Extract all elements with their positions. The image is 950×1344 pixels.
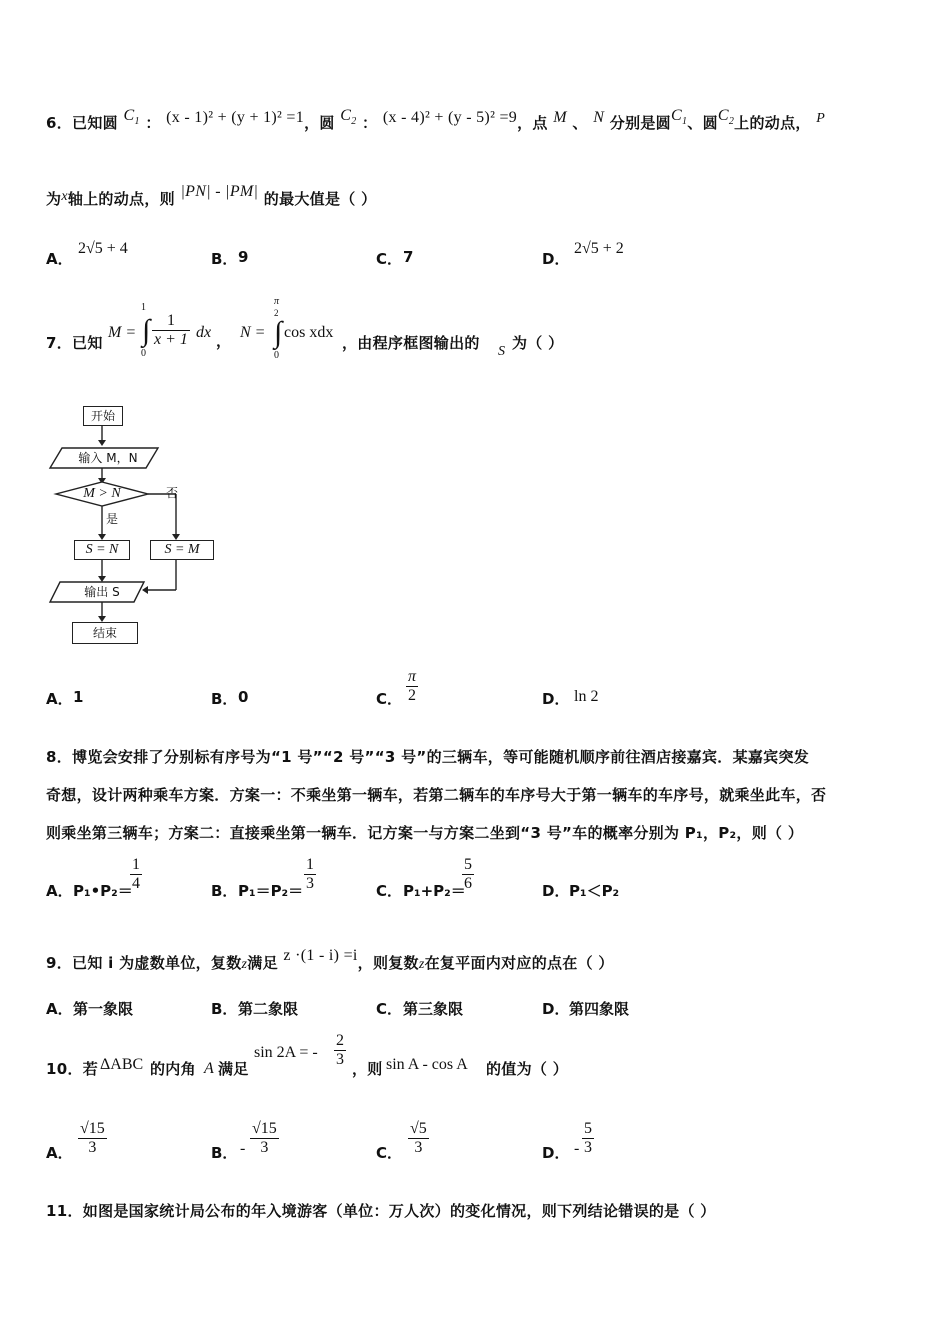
- q6-line2-c: 的最大值是（ ）: [263, 190, 377, 208]
- q8-option-d-label: D．: [542, 882, 570, 900]
- q6-c1b: C: [670, 107, 682, 124]
- q10-option-c: [408, 1120, 429, 1157]
- q8-option-a-expr: P₁•P₂＝: [73, 882, 133, 900]
- q10-option-d: [582, 1120, 594, 1157]
- q6-eq1: (x - 1)² + (y + 1)² =1: [166, 109, 305, 126]
- q9-option-a-label: A．: [46, 1000, 73, 1018]
- flowchart-output: 输出 S: [84, 585, 120, 599]
- q7-comma: ，: [216, 332, 232, 350]
- q8-option-c-frac: [462, 856, 474, 893]
- q6-c2b-sub: 2: [728, 116, 735, 128]
- q6-option-d: 2√5 + 2: [574, 240, 624, 257]
- q10-text-e: 的值为（ ）: [486, 1060, 569, 1078]
- q8-option-b-den: 3: [306, 875, 314, 892]
- flowchart: [40, 400, 240, 650]
- q6-text6: 上的动点，: [734, 114, 811, 132]
- q9-z2: z: [418, 957, 425, 972]
- q6-line2-a: 为: [46, 190, 62, 208]
- q6-option-b-label: B．: [211, 250, 238, 268]
- q10-stem: [46, 1032, 906, 1082]
- q8-option-a-frac: [130, 856, 142, 893]
- q10-frac: [334, 1032, 346, 1069]
- q10-option-d-sign: -: [574, 1140, 580, 1157]
- q7-options: [46, 668, 906, 710]
- q7-option-a: 1: [73, 688, 84, 706]
- q6-N: N: [593, 109, 605, 126]
- q10-option-a-label: A．: [46, 1144, 73, 1162]
- q8-option-c-den: 6: [464, 875, 472, 892]
- q6-text3: ，点: [517, 114, 548, 132]
- q8-option-b-expr: P₁＝P₂＝: [238, 882, 304, 900]
- q10-text-a: 10．若: [46, 1060, 99, 1078]
- q10-option-b: [250, 1120, 279, 1157]
- q10-frac-den: 3: [336, 1051, 344, 1068]
- q8-option-a-label: A．: [46, 882, 73, 900]
- q6-c1b-sub: 1: [681, 116, 688, 128]
- q10-option-c-label: C．: [376, 1144, 403, 1162]
- flowchart-yes-label: 是: [106, 512, 119, 526]
- q6-option-a-label: A．: [46, 250, 73, 268]
- q7-M: M =: [108, 324, 137, 341]
- q10-A: A: [204, 1060, 214, 1077]
- q7-frac-num: 1: [152, 312, 190, 331]
- q6-option-b: 9: [238, 248, 249, 266]
- q6-text2: ，圆: [304, 114, 335, 132]
- q7-tail: ，由程序框图输出的: [342, 334, 480, 352]
- q8-option-b-label: B．: [211, 882, 238, 900]
- q6-option-d-label: D．: [542, 250, 570, 268]
- q9-eq: z ·(1 - i) =i: [283, 947, 358, 964]
- q10-text-d: ，则: [352, 1060, 383, 1078]
- q6-colon: ：: [145, 114, 161, 132]
- q9-option-d: 第四象限: [569, 1000, 630, 1018]
- q7-option-c: [406, 668, 418, 705]
- q8-line3: 则乘坐第三辆车；方案二：直接乘坐第一辆车．记方案一与方案二坐到“3 号”车的概率分别为 P₁，P₂，则（ ）: [46, 824, 804, 842]
- q9-option-c: 第三象限: [403, 1000, 464, 1018]
- q6-text5: 、圆: [687, 114, 718, 132]
- q7-int2-bot: 0: [274, 350, 279, 361]
- q6-c2: C: [340, 107, 352, 124]
- q6-M: M: [553, 109, 567, 126]
- q8-option-b-num: 1: [306, 856, 314, 873]
- q7-frac-den: x + 1: [154, 331, 188, 348]
- q7-N: N =: [240, 324, 266, 341]
- q9-text-d: 在复平面内对应的点在（ ）: [424, 954, 614, 972]
- q9-text-a: 9．已知 i 为虚数单位，复数: [46, 954, 242, 972]
- q8-option-a-num: 1: [132, 856, 140, 873]
- flowchart-input: 输入 M，N: [78, 451, 138, 465]
- q6-sep: 、: [572, 114, 588, 132]
- flowchart-no-label: 否: [166, 486, 179, 500]
- q6-line1: [46, 107, 826, 135]
- q9-option-b: 第二象限: [238, 1000, 299, 1018]
- q10-option-d-num: 5: [584, 1120, 592, 1137]
- q9-option-d-label: D．: [542, 1000, 570, 1018]
- q7-option-b: 0: [238, 688, 249, 706]
- q6-c1-sub: 1: [134, 116, 140, 128]
- q9-options: [46, 998, 906, 1022]
- q7-S: S: [498, 344, 505, 359]
- q10-option-c-den: 3: [414, 1139, 423, 1156]
- q10-triangle: ΔABC: [100, 1056, 144, 1073]
- q6-c2-sub: 2: [351, 116, 357, 128]
- q10-option-a-den: 3: [88, 1139, 97, 1156]
- q10-option-b-label: B．: [211, 1144, 238, 1162]
- q7-stem: [46, 296, 906, 370]
- q6-c2b: C: [717, 107, 729, 124]
- flowchart-lines: [40, 400, 240, 650]
- q7-tail2: 为（ ）: [512, 334, 564, 352]
- q6-number: 6．: [46, 114, 73, 132]
- q7-option-a-label: A．: [46, 690, 73, 708]
- integral-sign-1: ∫: [142, 314, 151, 347]
- q8-option-b-frac: [304, 856, 316, 893]
- flowchart-start: 开始: [83, 406, 123, 426]
- q9-option-a: 第一象限: [73, 1000, 134, 1018]
- q8-line1: 8．博览会安排了分别标有序号为“1 号”“2 号”“3 号”的三辆车，等可能随机顺序前往酒店接嘉宾．某嘉宾突发: [46, 748, 810, 766]
- flowchart-assign-n: S = N: [74, 540, 130, 560]
- flowchart-end: 结束: [72, 622, 138, 644]
- q7-number: 7．已知: [46, 334, 103, 352]
- q7-option-d: ln 2: [574, 688, 599, 705]
- q11-stem: 11．如图是国家统计局公布的年入境游客（单位：万人次）的变化情况，则下列结论错误的是（ ）: [46, 1202, 716, 1220]
- q7-option-c-den: 2: [408, 687, 416, 704]
- q8-option-c-label: C．: [376, 882, 403, 900]
- flowchart-condition: M > N: [83, 486, 121, 501]
- q10-option-a-num: √15: [80, 1120, 105, 1137]
- q9-text-c: ，则复数: [357, 954, 419, 972]
- q10-option-b-den: 3: [260, 1139, 269, 1156]
- q9-z: z: [241, 957, 248, 972]
- q10-text-c: 满足: [218, 1060, 249, 1078]
- q10-option-d-den: 3: [584, 1139, 592, 1156]
- q10-option-d-label: D．: [542, 1144, 570, 1162]
- q7-int1-top: 1: [141, 302, 146, 313]
- q8-option-c-num: 5: [464, 856, 472, 873]
- q8-options: [46, 856, 906, 900]
- q6-text4: 分别是圆: [609, 114, 671, 132]
- q9-option-b-label: B．: [211, 1000, 238, 1018]
- q10-options: [46, 1118, 906, 1168]
- q7-fraction: [152, 312, 190, 349]
- q7-option-c-num: π: [408, 668, 417, 685]
- q6-option-a: 2√5 + 4: [78, 240, 128, 257]
- q7-cos: cos xdx: [284, 324, 334, 341]
- q7-option-c-label: C．: [376, 690, 403, 708]
- flowchart-assign-m: S = M: [150, 540, 214, 560]
- q9-text-b: 满足: [247, 954, 278, 972]
- q7-int2-top: π: [274, 296, 280, 307]
- q8-line2: 奇想，设计两种乘车方案．方案一：不乘坐第一辆车，若第二辆车的车序号大于第一辆车的车序号，就乘坐此车，否: [46, 786, 827, 804]
- q8-option-c-expr: P₁+P₂＝: [403, 882, 466, 900]
- integral-sign-2: ∫: [274, 316, 283, 349]
- q7-int2-top2: 2: [274, 308, 279, 318]
- q9-stem: [46, 947, 614, 973]
- q10-expr: sin A - cos A: [386, 1056, 468, 1073]
- q8-option-a-den: 4: [132, 875, 140, 892]
- q10-option-b-sign: -: [240, 1140, 246, 1157]
- q8-option-d-expr: P₁＜P₂: [569, 882, 620, 900]
- q7-option-d-label: D．: [542, 690, 570, 708]
- q6-text: 已知圆: [72, 114, 118, 132]
- q7-int1-bot: 0: [141, 348, 146, 359]
- q6-line2: [46, 183, 377, 209]
- q7-dx: dx: [196, 324, 212, 341]
- q10-frac-num: 2: [336, 1032, 344, 1049]
- q6-option-c: 7: [403, 248, 414, 266]
- q6-line2-b: 轴上的动点，则: [67, 190, 175, 208]
- q6-c1: C: [123, 107, 135, 124]
- q6-option-c-label: C．: [376, 250, 403, 268]
- q6-eq2: (x - 4)² + (y - 5)² =9: [382, 109, 518, 126]
- q6-P: P: [816, 111, 826, 126]
- q6-colon2: ：: [362, 114, 378, 132]
- q9-option-c-label: C．: [376, 1000, 403, 1018]
- q7-option-b-label: B．: [211, 690, 238, 708]
- q10-option-a: [78, 1120, 107, 1157]
- q10-option-c-num: √5: [410, 1120, 427, 1137]
- q10-text-b: 的内角: [150, 1060, 196, 1078]
- q6-options: [46, 240, 906, 270]
- q10-eq: sin 2A = -: [254, 1044, 318, 1061]
- q10-option-b-num: √15: [252, 1120, 277, 1137]
- q6-expr: |PN| - |PM|: [180, 183, 259, 200]
- q6-x: x: [61, 189, 68, 204]
